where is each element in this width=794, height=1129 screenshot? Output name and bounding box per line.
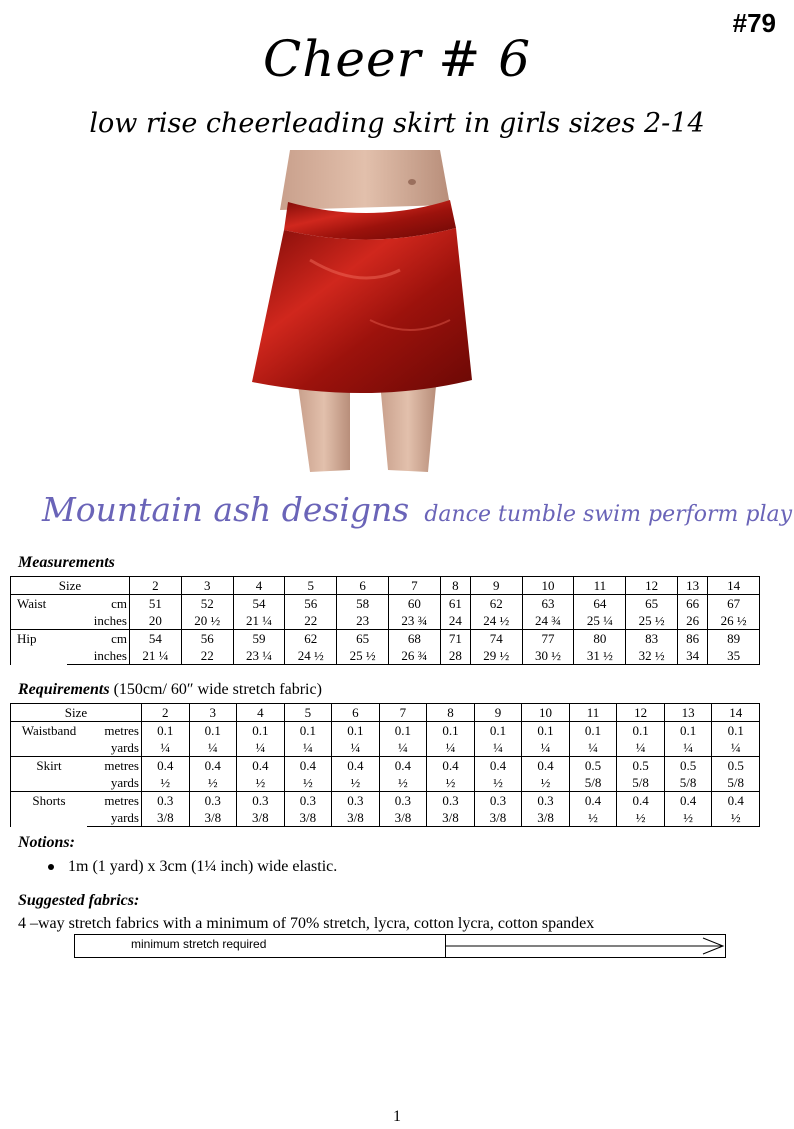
requirements-heading: Requirements (150cm/ 60″ wide stretch fabric) xyxy=(18,681,322,698)
table-cell: 0.1 xyxy=(189,722,237,740)
table-cell: 3/8 xyxy=(522,809,570,827)
brand-logo xyxy=(42,490,792,529)
row-group-label: Waistband xyxy=(11,722,88,757)
measurements-table xyxy=(10,576,760,665)
size-col-header: 5 xyxy=(284,704,332,722)
table-cell: 5/8 xyxy=(712,774,760,792)
table-cell: 0.1 xyxy=(664,722,712,740)
table-cell: ½ xyxy=(332,774,380,792)
table-cell: 63 xyxy=(522,595,574,613)
table-cell: 3/8 xyxy=(427,809,475,827)
table-cell: 56 xyxy=(181,630,233,648)
table-cell: 0.4 xyxy=(522,757,570,775)
table-cell: 0.1 xyxy=(617,722,665,740)
table-cell: 5/8 xyxy=(569,774,617,792)
table-cell: ¼ xyxy=(569,739,617,757)
table-row xyxy=(11,809,760,827)
unit-label: yards xyxy=(87,739,142,757)
table-cell: 3/8 xyxy=(284,809,332,827)
table-cell: 3/8 xyxy=(379,809,427,827)
table-cell: 0.3 xyxy=(284,792,332,810)
table-cell: 31 ½ xyxy=(574,647,626,665)
table-cell: 0.3 xyxy=(142,792,190,810)
table-cell: 65 xyxy=(626,595,678,613)
unit-label: inches xyxy=(67,647,130,665)
table-cell: 0.1 xyxy=(569,722,617,740)
table-cell: ¼ xyxy=(712,739,760,757)
requirements-note: (150cm/ 60″ wide stretch fabric) xyxy=(113,681,322,698)
table-cell: ¼ xyxy=(142,739,190,757)
size-col-header: 13 xyxy=(664,704,712,722)
table-cell: ½ xyxy=(617,809,665,827)
brand-name: Mountain ash designs xyxy=(42,490,410,529)
table-cell: 0.1 xyxy=(332,722,380,740)
table-cell: 20 xyxy=(130,612,182,630)
skirt-photo xyxy=(250,150,474,480)
size-col-header: 2 xyxy=(142,704,190,722)
table-cell: 23 ¾ xyxy=(388,612,440,630)
table-cell: ½ xyxy=(474,774,522,792)
size-col-header: 11 xyxy=(574,577,626,595)
table-cell: ½ xyxy=(284,774,332,792)
table-cell: 54 xyxy=(130,630,182,648)
table-row xyxy=(11,722,760,740)
table-cell: 0.4 xyxy=(142,757,190,775)
table-cell: 0.3 xyxy=(237,792,285,810)
table-cell: 66 xyxy=(678,595,708,613)
table-cell: 0.4 xyxy=(569,792,617,810)
table-cell: 0.5 xyxy=(712,757,760,775)
table-cell: 60 xyxy=(388,595,440,613)
size-col-header: 6 xyxy=(332,704,380,722)
table-cell: 67 xyxy=(708,595,760,613)
table-cell: 26 ½ xyxy=(708,612,760,630)
size-header-row xyxy=(11,704,760,722)
table-cell: 0.3 xyxy=(332,792,380,810)
table-cell: 80 xyxy=(574,630,626,648)
table-cell: 24 ½ xyxy=(285,647,337,665)
table-cell: ½ xyxy=(189,774,237,792)
table-cell: 0.3 xyxy=(427,792,475,810)
unit-label: cm xyxy=(67,630,130,648)
notions-heading: Notions: xyxy=(18,834,75,851)
table-cell: ¼ xyxy=(522,739,570,757)
size-col-header: 9 xyxy=(474,704,522,722)
table-cell: 77 xyxy=(522,630,574,648)
table-cell: 0.3 xyxy=(474,792,522,810)
table-cell: 0.4 xyxy=(427,757,475,775)
table-cell: ½ xyxy=(142,774,190,792)
table-cell: 51 xyxy=(130,595,182,613)
row-group-label: Waist xyxy=(11,595,68,630)
table-cell: 26 xyxy=(678,612,708,630)
page-title: Cheer # 6 xyxy=(262,30,532,88)
table-cell: 0.4 xyxy=(332,757,380,775)
unit-label: inches xyxy=(67,612,130,630)
table-cell: 0.1 xyxy=(237,722,285,740)
table-cell: ¼ xyxy=(284,739,332,757)
table-cell: 25 ½ xyxy=(626,612,678,630)
table-cell: 0.3 xyxy=(379,792,427,810)
table-cell: 30 ½ xyxy=(522,647,574,665)
table-cell: 23 ¼ xyxy=(233,647,285,665)
table-cell: 62 xyxy=(285,630,337,648)
table-cell: 3/8 xyxy=(237,809,285,827)
table-cell: ½ xyxy=(569,809,617,827)
unit-label: cm xyxy=(67,595,130,613)
size-col-header: 14 xyxy=(712,704,760,722)
size-col-header: 2 xyxy=(130,577,182,595)
unit-label: yards xyxy=(87,809,142,827)
size-col-header: 4 xyxy=(233,577,285,595)
table-cell: ¼ xyxy=(189,739,237,757)
table-cell: 26 ¾ xyxy=(388,647,440,665)
fabrics-heading: Suggested fabrics: xyxy=(18,892,140,909)
table-cell: 71 xyxy=(440,630,470,648)
table-cell: 64 xyxy=(574,595,626,613)
table-cell: 24 ¾ xyxy=(522,612,574,630)
table-cell: 0.4 xyxy=(379,757,427,775)
table-cell: ¼ xyxy=(332,739,380,757)
table-cell: ½ xyxy=(712,809,760,827)
table-cell: 21 ¼ xyxy=(130,647,182,665)
table-cell: ½ xyxy=(237,774,285,792)
table-cell: ¼ xyxy=(617,739,665,757)
table-cell: ½ xyxy=(427,774,475,792)
table-cell: 0.3 xyxy=(522,792,570,810)
table-row xyxy=(11,774,760,792)
size-col-header: 3 xyxy=(181,577,233,595)
brand-tagline: dance tumble swim perform play xyxy=(424,502,793,527)
table-cell: 0.4 xyxy=(664,792,712,810)
table-cell: 22 xyxy=(181,647,233,665)
table-cell: 25 ¼ xyxy=(574,612,626,630)
table-cell: 56 xyxy=(285,595,337,613)
table-cell: 5/8 xyxy=(617,774,665,792)
arrow-right-icon xyxy=(75,935,725,957)
size-col-header: 14 xyxy=(708,577,760,595)
table-cell: 3/8 xyxy=(332,809,380,827)
table-cell: 3/8 xyxy=(474,809,522,827)
stretch-gauge xyxy=(74,934,726,958)
table-cell: 0.4 xyxy=(284,757,332,775)
table-cell: 59 xyxy=(233,630,285,648)
table-cell: ½ xyxy=(379,774,427,792)
table-cell: 0.4 xyxy=(712,792,760,810)
table-cell: 0.4 xyxy=(189,757,237,775)
table-cell: 0.5 xyxy=(617,757,665,775)
size-col-header: 13 xyxy=(678,577,708,595)
row-group-label: Hip xyxy=(11,630,68,665)
size-header-row xyxy=(11,577,760,595)
table-cell: 24 xyxy=(440,612,470,630)
table-cell: 0.4 xyxy=(237,757,285,775)
table-cell: 0.1 xyxy=(142,722,190,740)
table-cell: 0.5 xyxy=(569,757,617,775)
table-cell: ¼ xyxy=(664,739,712,757)
table-cell: 3/8 xyxy=(189,809,237,827)
pattern-number: #79 xyxy=(732,8,776,38)
table-cell: ¼ xyxy=(427,739,475,757)
table-cell: 62 xyxy=(470,595,522,613)
table-row xyxy=(11,612,760,630)
table-row xyxy=(11,595,760,613)
table-cell: 22 xyxy=(285,612,337,630)
table-row xyxy=(11,757,760,775)
table-cell: 0.1 xyxy=(522,722,570,740)
table-cell: ½ xyxy=(664,809,712,827)
table-cell: 20 ½ xyxy=(181,612,233,630)
table-row xyxy=(11,739,760,757)
size-col-header: 7 xyxy=(379,704,427,722)
table-cell: 0.4 xyxy=(474,757,522,775)
table-cell: 34 xyxy=(678,647,708,665)
size-col-header: 11 xyxy=(569,704,617,722)
table-cell: 58 xyxy=(337,595,389,613)
table-row xyxy=(11,630,760,648)
unit-label: metres xyxy=(87,722,142,740)
size-col-header: 10 xyxy=(522,577,574,595)
table-cell: ½ xyxy=(522,774,570,792)
table-cell: 0.4 xyxy=(617,792,665,810)
table-cell: 0.1 xyxy=(379,722,427,740)
size-col-header: 12 xyxy=(626,577,678,595)
size-col-header: 8 xyxy=(440,577,470,595)
table-cell: 23 xyxy=(337,612,389,630)
size-col-header: 8 xyxy=(427,704,475,722)
table-cell: 25 ½ xyxy=(337,647,389,665)
table-row xyxy=(11,792,760,810)
table-cell: 0.1 xyxy=(474,722,522,740)
table-cell: 83 xyxy=(626,630,678,648)
table-cell: 0.5 xyxy=(664,757,712,775)
table-row xyxy=(11,647,760,665)
table-cell: 21 ¼ xyxy=(233,612,285,630)
requirements-table xyxy=(10,703,760,827)
bullet-icon xyxy=(48,864,54,870)
table-cell: 68 xyxy=(388,630,440,648)
size-header: Size xyxy=(11,577,130,595)
size-col-header: 9 xyxy=(470,577,522,595)
size-col-header: 12 xyxy=(617,704,665,722)
row-group-label: Shorts xyxy=(11,792,88,827)
table-cell: 0.3 xyxy=(189,792,237,810)
table-cell: 54 xyxy=(233,595,285,613)
page-number: 1 xyxy=(393,1108,401,1125)
unit-label: yards xyxy=(87,774,142,792)
table-cell: 74 xyxy=(470,630,522,648)
size-col-header: 6 xyxy=(337,577,389,595)
table-cell: 24 ½ xyxy=(470,612,522,630)
table-cell: 0.1 xyxy=(284,722,332,740)
fabrics-text: 4 –way stretch fabrics with a minimum of 70% stretch, lycra, cotton lycra, cotton spandex xyxy=(18,915,595,932)
table-cell: 5/8 xyxy=(664,774,712,792)
table-cell: 3/8 xyxy=(142,809,190,827)
stretch-label: minimum stretch required xyxy=(131,937,267,951)
table-cell: ¼ xyxy=(474,739,522,757)
notion-item: 1m (1 yard) x 3cm (1¼ inch) wide elastic. xyxy=(48,858,337,876)
table-cell: ¼ xyxy=(237,739,285,757)
table-cell: 89 xyxy=(708,630,760,648)
size-col-header: 3 xyxy=(189,704,237,722)
size-col-header: 10 xyxy=(522,704,570,722)
size-col-header: 7 xyxy=(388,577,440,595)
table-cell: 52 xyxy=(181,595,233,613)
measurements-heading: Measurements xyxy=(18,554,115,571)
table-cell: 86 xyxy=(678,630,708,648)
unit-label: metres xyxy=(87,757,142,775)
size-header: Size xyxy=(11,704,142,722)
unit-label: metres xyxy=(87,792,142,810)
table-cell: 28 xyxy=(440,647,470,665)
row-group-label: Skirt xyxy=(11,757,88,792)
size-col-header: 4 xyxy=(237,704,285,722)
table-cell: 65 xyxy=(337,630,389,648)
table-cell: 0.1 xyxy=(427,722,475,740)
table-cell: 0.1 xyxy=(712,722,760,740)
size-col-header: 5 xyxy=(285,577,337,595)
table-cell: 29 ½ xyxy=(470,647,522,665)
table-cell: 35 xyxy=(708,647,760,665)
table-cell: ¼ xyxy=(379,739,427,757)
table-cell: 32 ½ xyxy=(626,647,678,665)
table-cell: 61 xyxy=(440,595,470,613)
page-subtitle: low rise cheerleading skirt in girls sizes 2-14 xyxy=(89,108,705,139)
